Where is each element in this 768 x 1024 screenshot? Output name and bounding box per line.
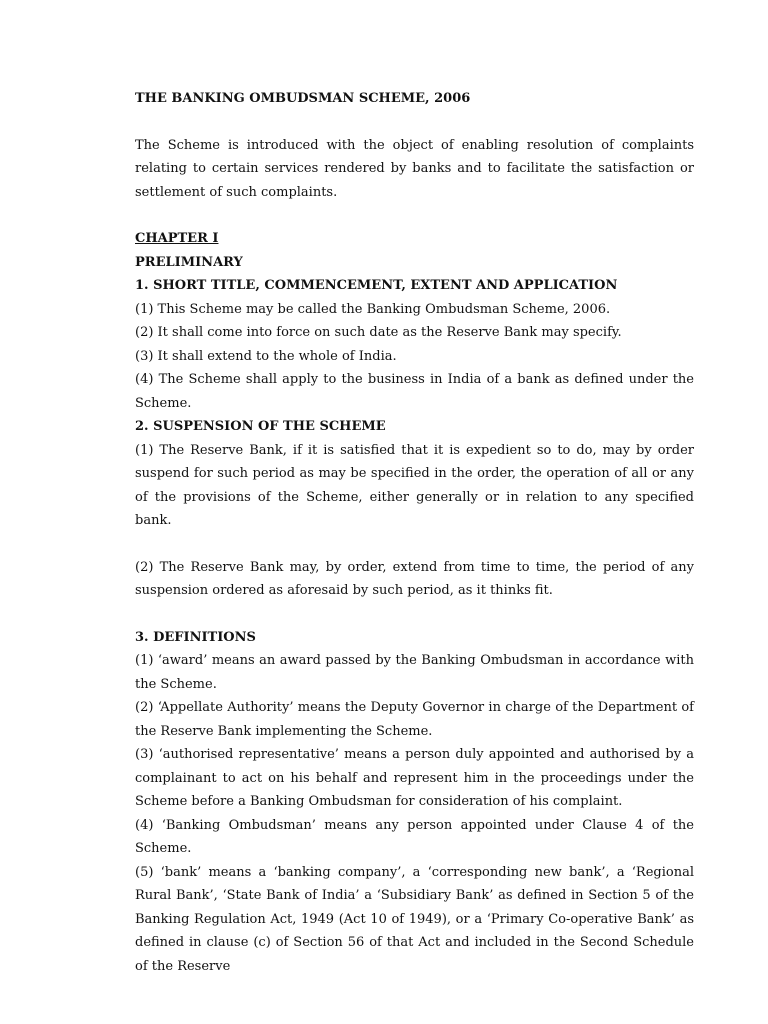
section-3-item: (2) ‘Appellate Authority’ means the Deputy Governor in charge of the Department of the Reserve Bank implementing the Scheme. xyxy=(135,700,694,739)
chapter-label: CHAPTER I xyxy=(135,231,219,246)
section-1-list xyxy=(135,298,694,416)
section-3-heading: 3. DEFINITIONS xyxy=(135,629,256,645)
section-1-item: (1) This Scheme may be called the Banking Ombudsman Scheme, 2006. xyxy=(135,301,611,317)
section-1-item: (4) The Scheme shall apply to the business in India of a bank as defined under the Scheme. xyxy=(135,372,694,411)
chapter-name: PRELIMINARY xyxy=(135,254,243,270)
section-2-heading: 2. SUSPENSION OF THE SCHEME xyxy=(135,419,386,434)
intro-paragraph: The Scheme is introduced with the object of enabling resolution of complaints relating to certain services rendered by banks and to facilitate the satisfaction or settlement of such complaints. xyxy=(135,137,694,200)
section-3-item: (1) ‘award’ means an award passed by the Banking Ombudsman in accordance with the Scheme. xyxy=(135,653,694,692)
document-title: THE BANKING OMBUDSMAN SCHEME, 2006 xyxy=(135,91,471,106)
section-3-item: (5) ‘bank’ means a ‘banking company’, a ‘corresponding new bank’, a ‘Regional Rural Bank’, ‘State Bank of India’ a ‘Subsidiary Bank’ as defined in Section 5 of the Banking Regulation Act, 1949 (Act 10 of 1949), or a ‘Primary Co-operative Bank’ as defined in clause (c) of Section 56 of that Act and included in the Second Schedule of the Reserve xyxy=(135,864,694,974)
section-1-item: (2) It shall come into force on such date as the Reserve Bank may specify. xyxy=(135,325,622,340)
section-1-item: (3) It shall extend to the whole of India. xyxy=(135,348,397,364)
section-1-heading: 1. SHORT TITLE, COMMENCEMENT, EXTENT AND APPLICATION xyxy=(135,278,618,293)
section-3-item: (4) ‘Banking Ombudsman’ means any person appointed under Clause 4 of the Scheme. xyxy=(135,817,694,856)
section-2-item: (1) The Reserve Bank, if it is satisfied that it is expedient so to do, may by order suspend for such period as may be specified in the order, the operation of all or any of the provisions of the Scheme, either generally or in relation to any specified bank. xyxy=(135,442,694,528)
section-2-item: (2) The Reserve Bank may, by order, extend from time to time, the period of any suspension ordered as aforesaid by such period, as it thinks fit. xyxy=(135,559,694,598)
section-3-item: (3) ‘authorised representative’ means a person duly appointed and authorised by a complainant to act on his behalf and represent him in the proceedings under the Scheme before a Banking Ombudsman for consideration of his complaint. xyxy=(135,747,694,809)
document-page xyxy=(135,87,694,978)
section-3-list xyxy=(135,649,694,978)
